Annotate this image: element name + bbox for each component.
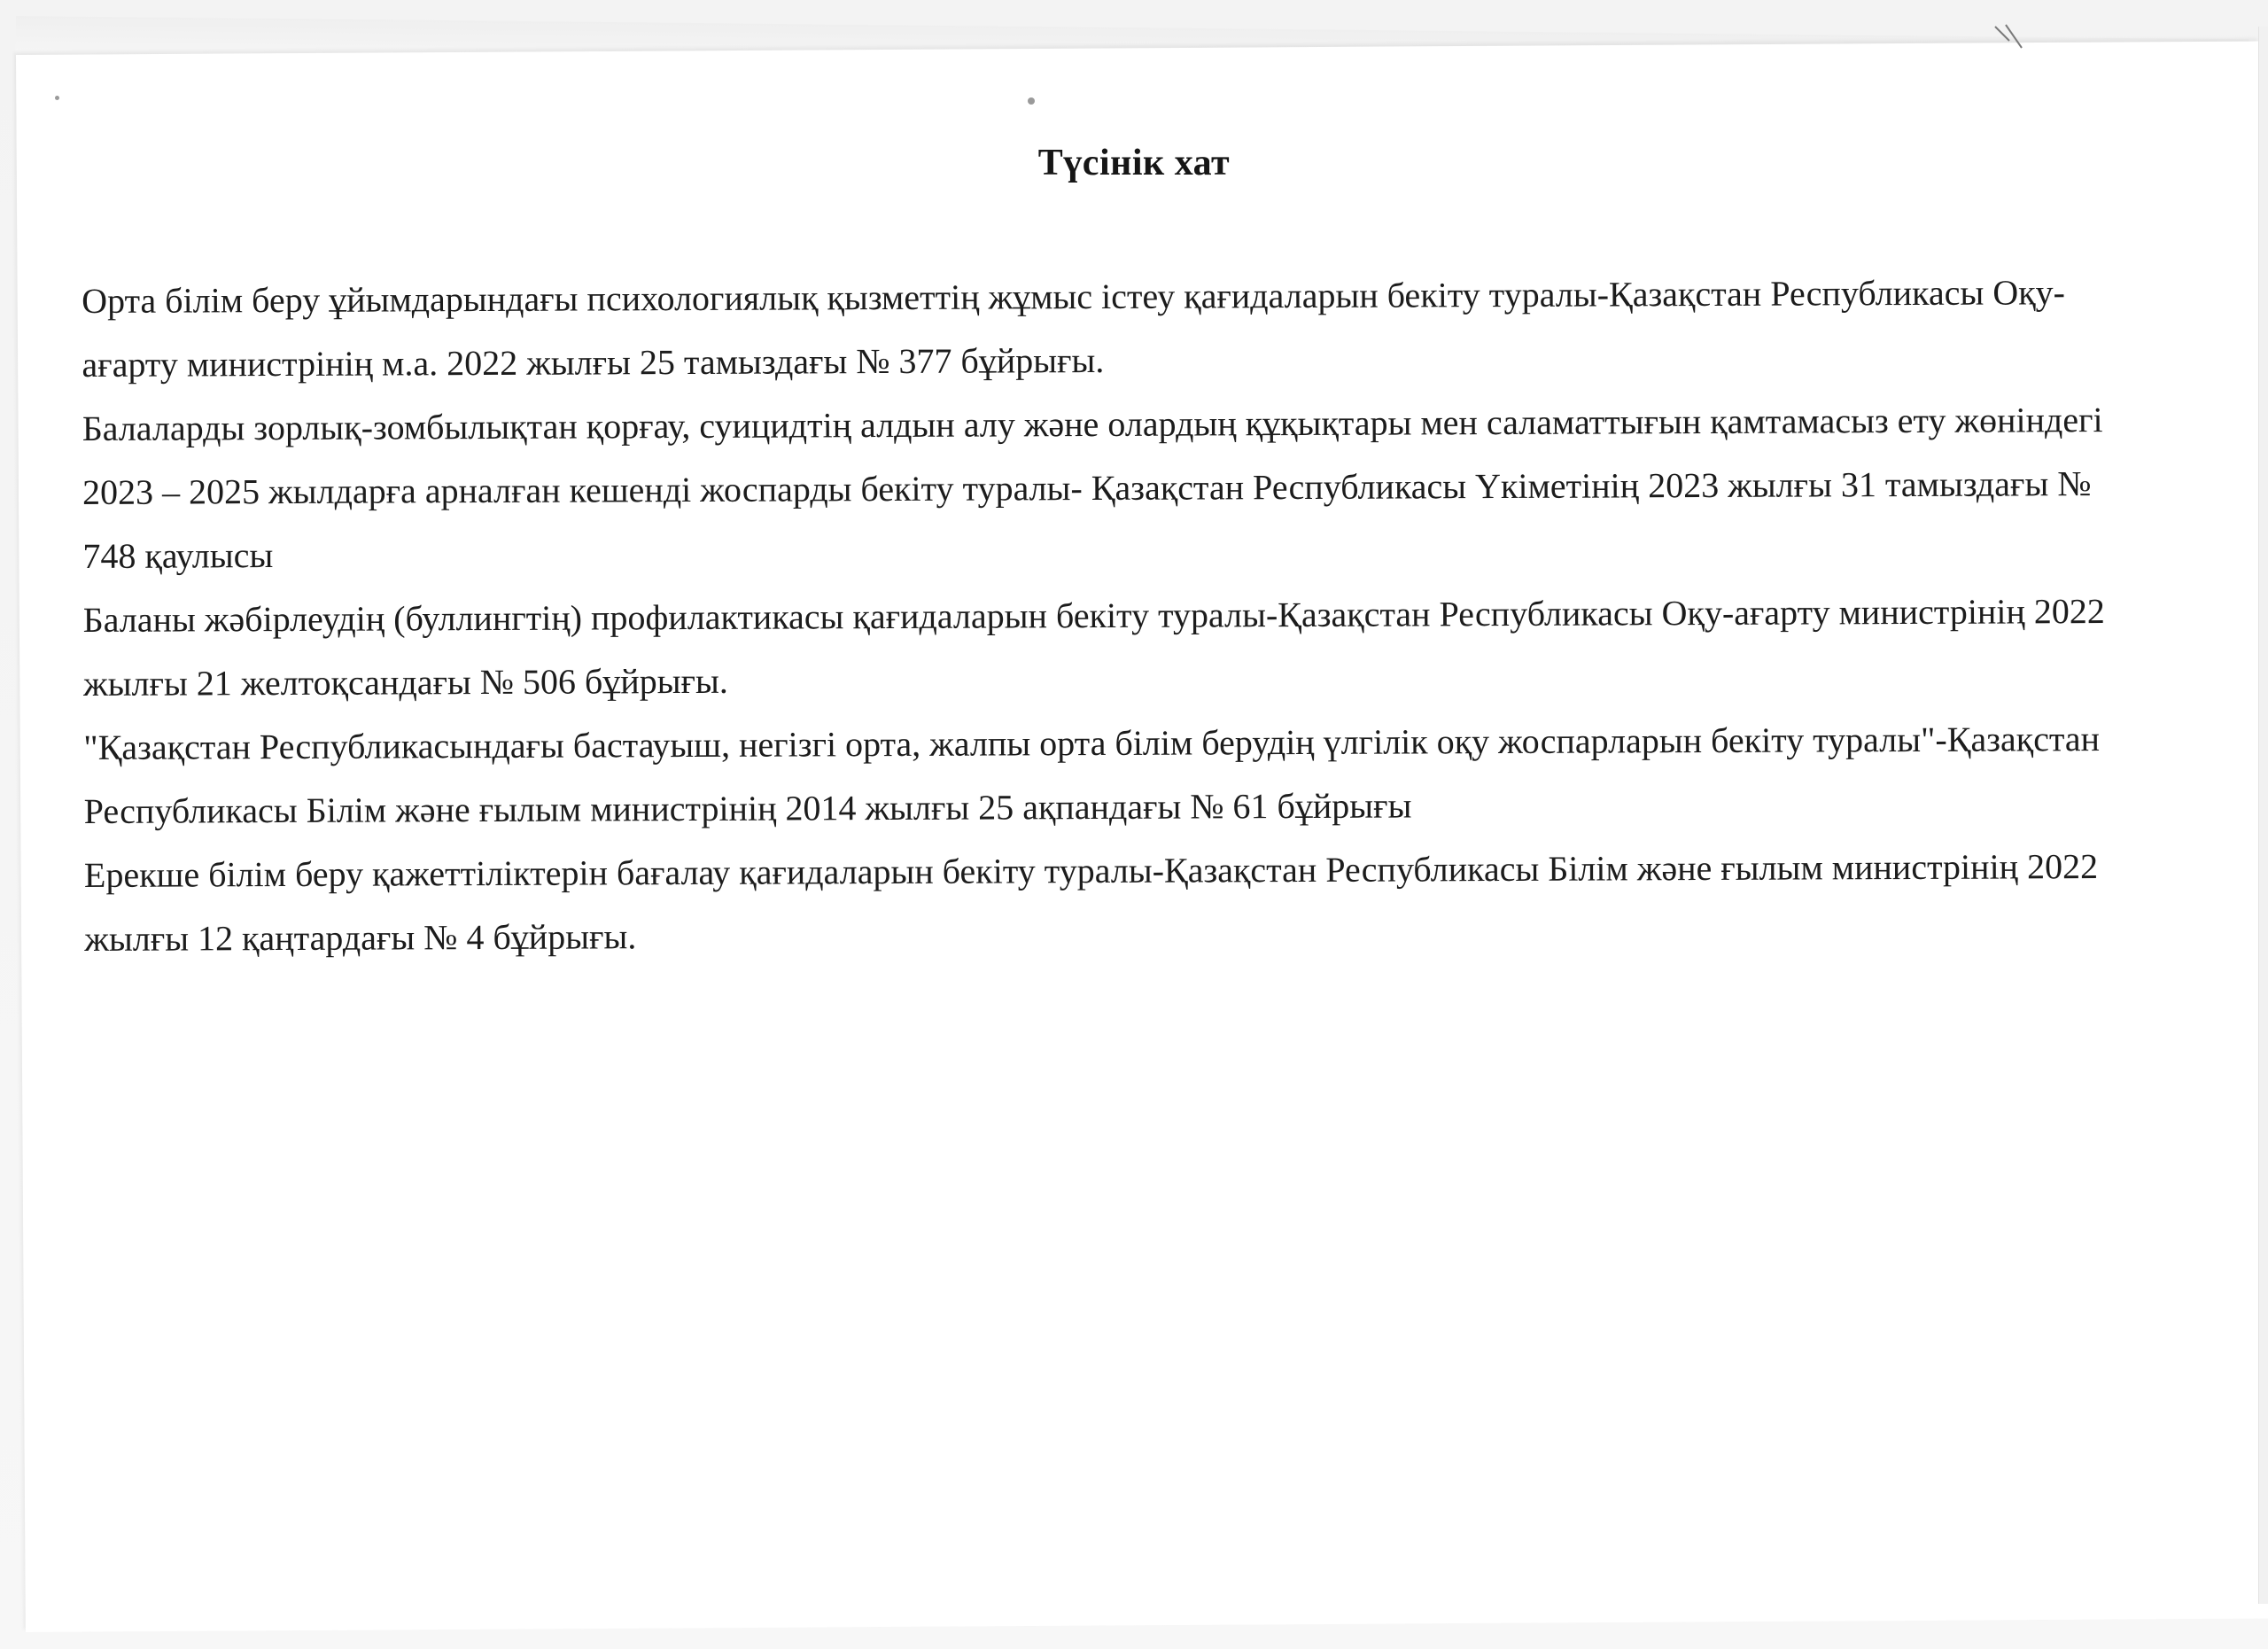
paragraph-psychological-service-order: Орта білім беру ұйымдарындағы психологиялық қызметтің жұмыс істеу қағидаларын бекіту туралы-Қазақстан Республикасы Оқу-ағарту министрінің м.а. 2022 жылғы 25 тамыздағы № 377 бұйрығы. xyxy=(82,272,2066,385)
paragraph-curricula-order: "Қазақстан Республикасындағы бастауыш, негізгі орта, жалпы орта білім берудің үлгілік оқу жоспарларын бекіту туралы"-Қазақстан Республикасы Білім және ғылым министрінің 2014 жылғы 25 ақпандағы № 61 бұйрығы xyxy=(83,719,2101,831)
document-title: Түсінік хат xyxy=(1037,143,1231,183)
paragraph-child-protection-plan: Балаларды зорлық-зомбылықтан қорғау, суицидтің алдын алу және олардың құқықтары мен саламаттығын қамтамасыз ету жөніндегі 2023 – 2025 жылдарға арналған кешенді жоспарды бекіту туралы- Қазақстан Республикасы Үкіметінің 2023 жылғы 31 тамыздағы № 748 қаулысы xyxy=(82,400,2103,576)
scan-speck-dot xyxy=(55,96,59,100)
page-right-edge xyxy=(2258,27,2268,1604)
document-body xyxy=(82,261,2140,971)
corner-mark-icon xyxy=(1992,21,2027,53)
paragraph-bullying-prevention-order: Баланы жәбірлеудің (буллингтің) профилактикасы қағидаларын бекіту туралы-Қазақстан Республикасы Оқу-ағарту министрінің 2022 жылғы 21 желтоқсандағы № 506 бұйрығы. xyxy=(82,591,2105,704)
paragraph-special-needs-assessment-order: Ерекше білім беру қажеттіліктерін бағалау қағидаларын бекіту туралы-Қазақстан Республикасы Білім және ғылым министрінің 2022 жылғы 12 қаңтардағы № 4 бұйрығы. xyxy=(83,846,2099,959)
scan-speck-dot xyxy=(1028,97,1035,105)
